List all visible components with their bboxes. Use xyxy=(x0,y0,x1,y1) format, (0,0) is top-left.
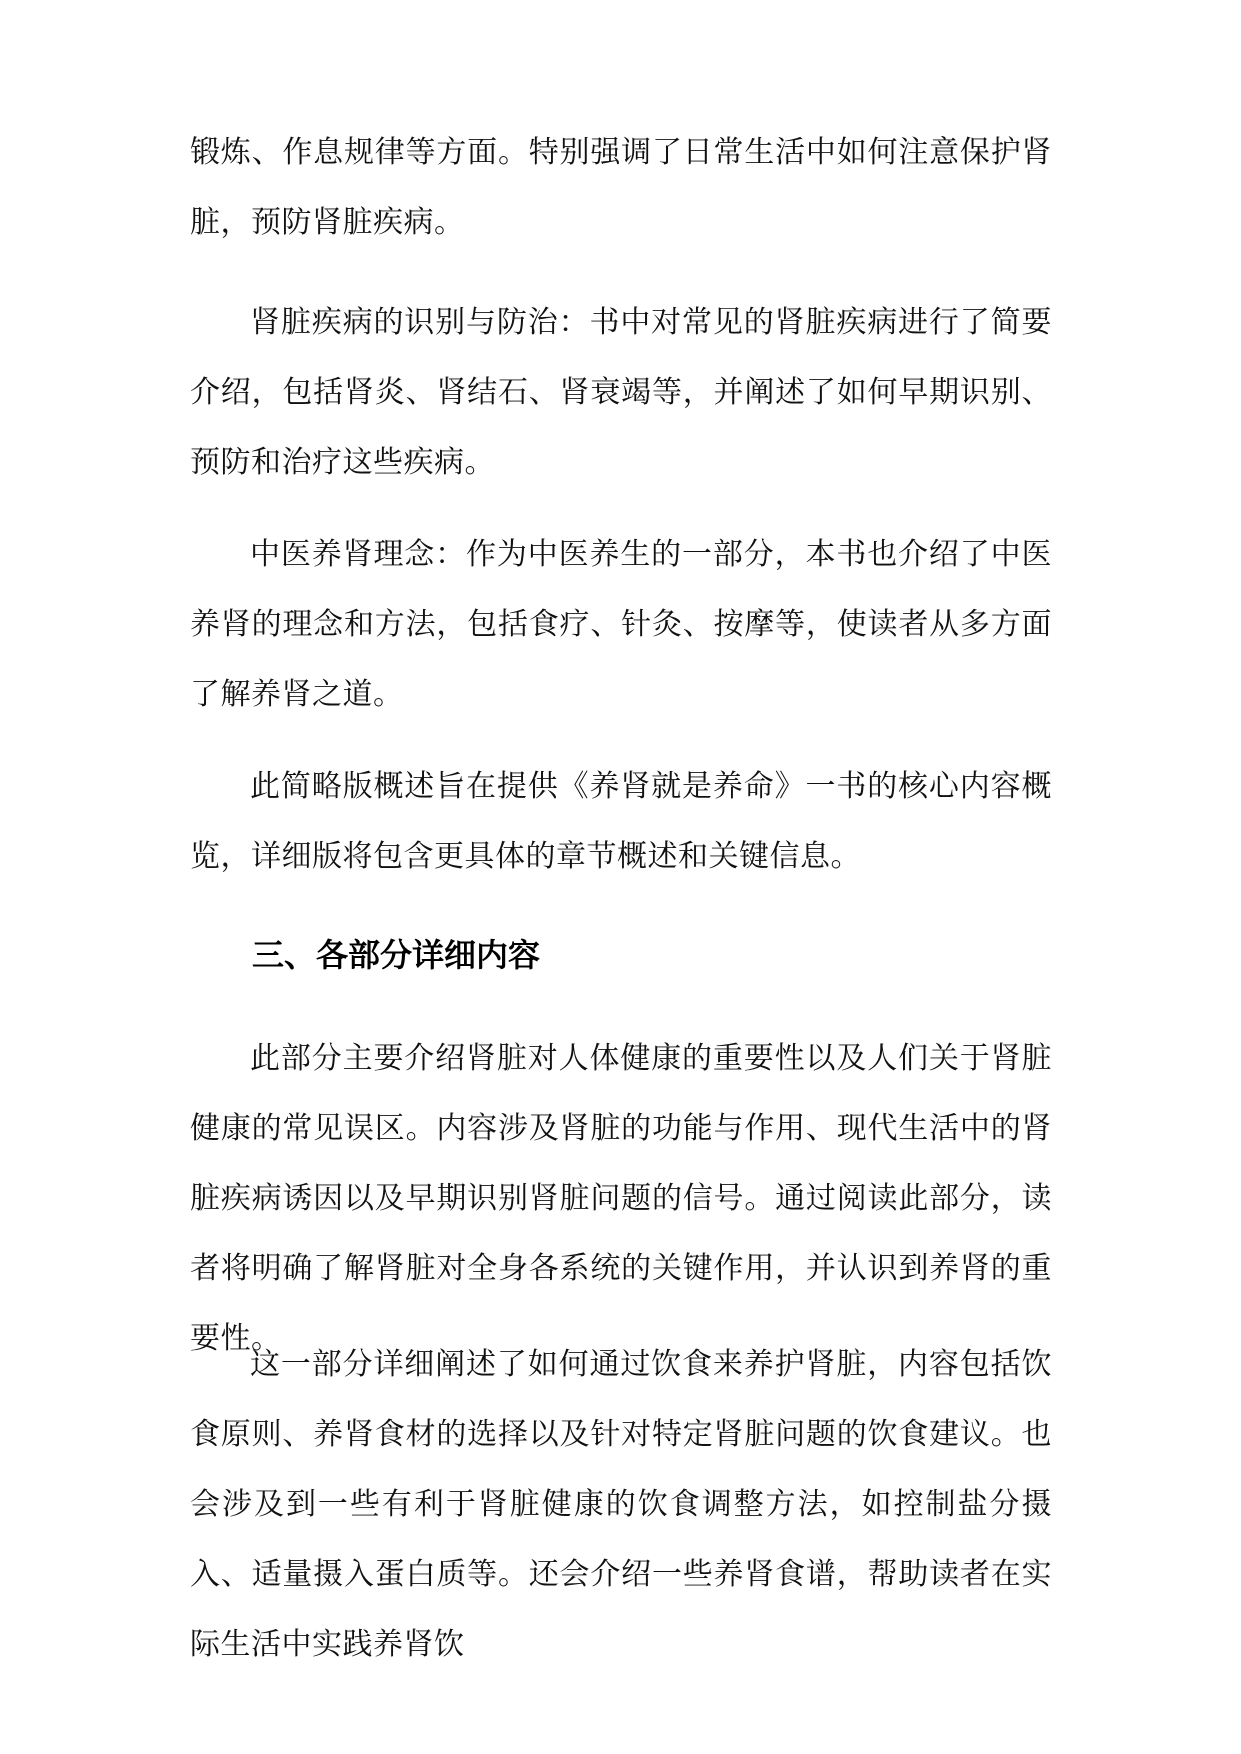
paragraph-lifestyle-continuation: 锻炼、作息规律等方面。特别强调了日常生活中如何注意保护肾脏，预防肾脏疾病。 xyxy=(190,135,1052,240)
paragraph-tcm-kidney: 中医养肾理念：作为中医养生的一部分，本书也介绍了中医养肾的理念和方法，包括食疗、针灸、按摩等，使读者从多方面了解养肾之道。 xyxy=(190,537,1052,712)
paragraph-diet-part: 这一部分详细阐述了如何通过饮食来养护肾脏，内容包括饮食原则、养肾食材的选择以及针对特定肾脏问题的饮食建议。也会涉及到一些有利于肾脏健康的饮食调整方法，如控制盐分摄入、适量摄入蛋白质等。还会介绍一些养肾食谱，帮助读者在实际生活中实践养肾饮 xyxy=(190,1347,1052,1662)
paragraph-part-intro: 此部分主要介绍肾脏对人体健康的重要性以及人们关于肾脏健康的常见误区。内容涉及肾脏的功能与作用、现代生活中的肾脏疾病诱因以及早期识别肾脏问题的信号。通过阅读此部分，读者将明确了解肾脏对全身各系统的关键作用，并认识到养肾的重要性。 xyxy=(190,1041,1052,1356)
paragraph-summary-note: 此简略版概述旨在提供《养肾就是养命》一书的核心内容概览，详细版将包含更具体的章节概述和关键信息。 xyxy=(190,769,1052,874)
paragraph-kidney-disease: 肾脏疾病的识别与防治：书中对常见的肾脏疾病进行了简要介绍，包括肾炎、肾结石、肾衰竭等，并阐述了如何早期识别、预防和治疗这些疾病。 xyxy=(190,305,1052,480)
section-heading: 三、各部分详细内容 xyxy=(252,936,541,974)
